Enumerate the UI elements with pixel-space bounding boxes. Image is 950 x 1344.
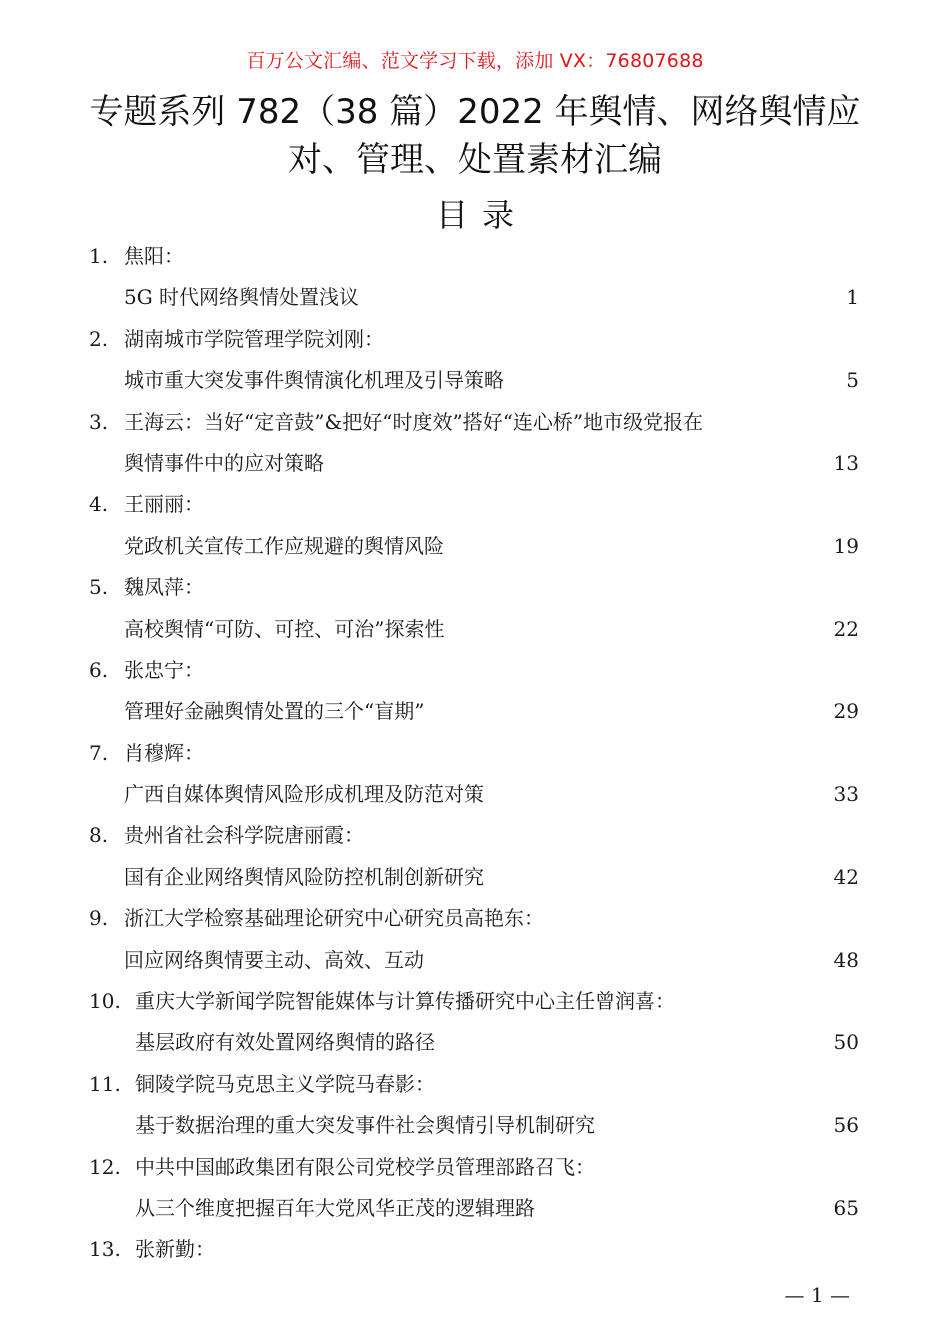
- toc-entry-number: 10.: [89, 989, 121, 1014]
- toc-entry-page: 42: [833, 864, 859, 889]
- toc-entry-title-line[interactable]: [0, 695, 950, 736]
- page-number: — 1 —: [784, 1283, 850, 1307]
- toc-entry-author-line[interactable]: [0, 323, 950, 364]
- toc-entry-page: 48: [833, 947, 859, 972]
- toc-entry-author-line[interactable]: [0, 571, 950, 612]
- toc-entry-author-line[interactable]: [0, 488, 950, 529]
- toc-entry-number: 1.: [89, 244, 109, 268]
- toc-entry-page: 33: [833, 782, 859, 807]
- toc-entry-page: 19: [833, 533, 859, 558]
- toc-entry-number: 7.: [89, 740, 109, 765]
- toc-entry-author: 张新勤：: [135, 1237, 215, 1262]
- toc-entry-title-line[interactable]: [0, 530, 950, 571]
- toc-entry-author-line[interactable]: [0, 654, 950, 695]
- toc-entry-author: 魏凤萍：: [124, 575, 204, 600]
- title-line-2: 对、管理、处置素材汇编: [288, 140, 662, 180]
- toc-entry-title-line[interactable]: [0, 613, 950, 654]
- toc-entry-author: 焦阳：: [124, 244, 184, 268]
- toc-entry-author-line[interactable]: [0, 1151, 950, 1192]
- toc-entry-number: 9.: [89, 906, 109, 931]
- toc-entry-title-line[interactable]: [0, 1026, 950, 1067]
- toc-entry-title: 5G 时代网络舆情处置浅议: [124, 285, 360, 310]
- toc-entry-author-line[interactable]: [0, 737, 950, 778]
- toc-entry-title: 国有企业网络舆情风险防控机制创新研究: [124, 864, 484, 889]
- toc-entry-author-line[interactable]: [0, 819, 950, 860]
- toc-entry-page: 22: [833, 616, 859, 641]
- document-title: [60, 88, 890, 184]
- toc-entry-number: 5.: [89, 575, 109, 600]
- toc-entry-number: 8.: [89, 823, 109, 848]
- toc-entry-title-line[interactable]: [0, 944, 950, 985]
- toc-entry-page: 65: [833, 1195, 859, 1220]
- toc-entry-title: 城市重大突发事件舆情演化机理及引导策略: [124, 368, 504, 393]
- toc-entry-title: 从三个维度把握百年大党风华正茂的逻辑理路: [135, 1195, 535, 1220]
- toc-entry-author: 湖南城市学院管理学院刘刚：: [124, 326, 384, 351]
- toc-entry-title-line[interactable]: [0, 861, 950, 902]
- toc-entry-author: 中共中国邮政集团有限公司党校学员管理部路召飞：: [135, 1154, 595, 1179]
- toc-entry-number: 12.: [89, 1154, 121, 1179]
- toc-entry-title-line[interactable]: [0, 1192, 950, 1233]
- toc-entry-page: 1: [846, 285, 859, 310]
- toc-entry-title-line[interactable]: [0, 1109, 950, 1150]
- toc-entry-author: 王丽丽：: [124, 492, 204, 517]
- toc-entry-page: 13: [833, 450, 859, 475]
- toc-entry-author-line[interactable]: [0, 902, 950, 943]
- toc-entry-title: 回应网络舆情要主动、高效、互动: [124, 947, 424, 972]
- toc-entry-author: 张忠宁：: [124, 657, 204, 682]
- toc-entry-number: 13.: [89, 1237, 121, 1262]
- toc-entry-page: 29: [833, 699, 859, 724]
- toc-entry-author: 肖穆辉：: [124, 740, 204, 765]
- toc-entry-title-line[interactable]: [0, 281, 950, 322]
- toc-entry-author: 浙江大学检察基础理论研究中心研究员高艳东：: [124, 906, 544, 931]
- toc-entry-title: 党政机关宣传工作应规避的舆情风险: [124, 533, 444, 558]
- toc-entry-title-line[interactable]: [0, 778, 950, 819]
- toc-entry-author-line[interactable]: [0, 985, 950, 1026]
- toc-entry-page: 5: [846, 368, 859, 393]
- title-line-1: 专题系列 782（38 篇）2022 年舆情、网络舆情应: [89, 92, 861, 132]
- toc-entry-number: 6.: [89, 657, 109, 682]
- toc-heading: 目录: [435, 196, 528, 234]
- promo-banner: 百万公文汇编、范文学习下载，添加 VX：76807688: [246, 50, 704, 72]
- toc-entry-number: 4.: [89, 492, 109, 517]
- toc-entry-author: 王海云：当好“定音鼓”&把好“时度效”搭好“连心桥”地市级党报在: [124, 409, 704, 434]
- toc-entry-title-line[interactable]: [0, 364, 950, 405]
- toc-entry-author-line[interactable]: [0, 1233, 950, 1274]
- toc-entry-author: 贵州省社会科学院唐丽霞：: [124, 823, 364, 848]
- toc-entry-author-line[interactable]: [0, 406, 950, 447]
- toc-entry-title-line[interactable]: [0, 447, 950, 488]
- toc-entry-number: 11.: [89, 1071, 121, 1096]
- toc-entry-title: 基层政府有效处置网络舆情的路径: [135, 1030, 435, 1055]
- toc-entry-author-line[interactable]: [0, 240, 950, 281]
- toc-entry-page: 50: [833, 1030, 859, 1055]
- toc-entry-title: 高校舆情“可防、可控、可治”探索性: [124, 616, 445, 641]
- toc-entry-title: 管理好金融舆情处置的三个“盲期”: [124, 699, 425, 724]
- toc-entry-title: 基于数据治理的重大突发事件社会舆情引导机制研究: [135, 1113, 595, 1138]
- toc-entry-page: 56: [833, 1113, 859, 1138]
- toc-entry-author: 铜陵学院马克思主义学院马春影：: [135, 1071, 435, 1096]
- toc-entry-number: 2.: [89, 326, 109, 351]
- toc-entry-number: 3.: [89, 409, 109, 434]
- table-of-contents: [0, 240, 950, 1275]
- toc-entry-author-line[interactable]: [0, 1068, 950, 1109]
- toc-entry-title: 舆情事件中的应对策略: [124, 450, 324, 475]
- toc-entry-title: 广西自媒体舆情风险形成机理及防范对策: [124, 782, 484, 807]
- toc-entry-author: 重庆大学新闻学院智能媒体与计算传播研究中心主任曾润喜：: [135, 989, 675, 1014]
